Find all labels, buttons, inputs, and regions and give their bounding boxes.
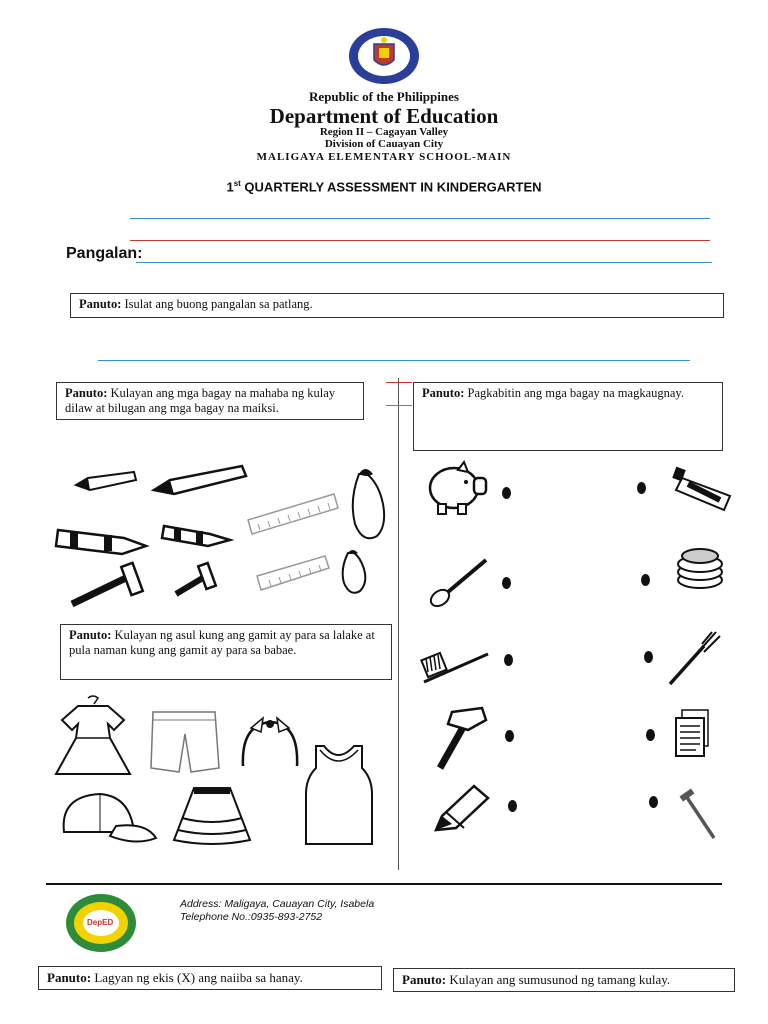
assessment-title-text: QUARTERLY ASSESSMENT IN KINDERGARTEN (240, 179, 542, 195)
name-label: Pangalan: (66, 245, 143, 262)
pencil-short-icon (74, 470, 138, 492)
school-name: MALIGAYA ELEMENTARY SCHOOL-MAIN (256, 151, 512, 163)
footer-address: Address: Maligaya, Cauayan City, Isabela (180, 898, 375, 910)
instruction-label: Panuto: (402, 972, 447, 987)
match-dot-right-5[interactable] (649, 796, 658, 808)
ruler-short-icon (255, 552, 331, 594)
match-dot-left-3[interactable] (504, 654, 513, 666)
match-dot-right-1[interactable] (637, 482, 646, 494)
instruction-label: Panuto: (69, 628, 112, 642)
instruction-pattern (393, 968, 735, 992)
department-title: Department of Education (269, 104, 499, 128)
instruction-odd-one (38, 966, 382, 990)
instruction-name (70, 293, 724, 318)
instruction-label: Panuto: (422, 386, 465, 400)
instruction-long-short (56, 382, 364, 420)
name-input-line[interactable] (136, 262, 712, 263)
pencil-icon (432, 780, 492, 834)
blue-connector (386, 405, 412, 406)
division-text: Division of Cauayan City (324, 138, 444, 150)
pencil-long-icon (152, 462, 248, 496)
full-name-line[interactable] (98, 360, 690, 361)
deped-seal-icon (346, 26, 422, 86)
headband-icon (235, 710, 305, 768)
instruction-label: Panuto: (65, 386, 108, 400)
ordinal-number: 1 (226, 179, 234, 195)
match-dot-left-4[interactable] (505, 730, 514, 742)
ordinal-suffix: st (233, 179, 241, 188)
match-dot-left-1[interactable] (502, 487, 511, 499)
instruction-name-text: Isulat ang buong pangalan sa patlang. (124, 297, 313, 311)
toothbrush-icon (420, 650, 490, 686)
shorts-icon (145, 708, 223, 776)
instruction-pattern-text: Kulayan ang sumusunod ng tamang kulay. (449, 972, 671, 987)
assessment-title (0, 179, 768, 194)
region-text: Region II – Cagayan Valley (319, 126, 449, 138)
spoon-icon (428, 556, 490, 608)
instruction-odd-one-text: Lagyan ng ekis (X) ang naiiba sa hanay. (94, 970, 303, 985)
red-connector (386, 382, 412, 383)
match-dot-left-2[interactable] (502, 577, 511, 589)
crayon-long-icon (54, 522, 148, 556)
cap-icon (56, 786, 160, 850)
school-logo-center: DepED (87, 918, 114, 927)
nail-short-icon (172, 562, 232, 598)
instruction-gender-text: Kulayan ng asul kung ang gamit ay para sa lalake at pula naman kung ang gamit ay para sa babae. (69, 628, 375, 657)
match-dot-right-3[interactable] (644, 651, 653, 663)
republic-text: Republic of the Philippines (309, 89, 459, 104)
nail-long-icon (66, 560, 158, 606)
papers-icon (672, 708, 712, 760)
instruction-long-short-text: Kulayan ang mga bagay na mahaba ng kulay dilaw at bilugan ang mga bagay na maiksi. (65, 386, 336, 415)
writing-line-top (130, 218, 710, 219)
instruction-match (413, 382, 723, 451)
sando-shirt-icon (300, 744, 378, 848)
match-dot-right-2[interactable] (641, 574, 650, 586)
writing-line-mid (130, 240, 710, 241)
footer-telephone: Telephone No.:0935-893-2752 (180, 911, 323, 923)
coins-icon (672, 546, 726, 590)
eggplant-long-icon (345, 460, 389, 544)
instruction-label: Panuto: (79, 297, 122, 311)
match-dot-right-4[interactable] (646, 729, 655, 741)
toothpaste-icon (672, 464, 736, 512)
dress-icon (50, 694, 136, 780)
piggy-bank-icon (426, 460, 488, 518)
hammer-icon (432, 704, 490, 772)
footer-rule (46, 883, 722, 885)
fork-icon (666, 630, 722, 688)
eggplant-short-icon (336, 545, 370, 597)
ruler-long-icon (246, 490, 340, 538)
instruction-match-text: Pagkabitin ang mga bagay na magkaugnay. (467, 386, 684, 400)
crayon-short-icon (160, 522, 232, 550)
match-dot-left-5[interactable] (508, 800, 517, 812)
nail-icon (680, 792, 720, 842)
instruction-gender (60, 624, 392, 680)
skirt-icon (170, 782, 254, 848)
column-divider (398, 378, 399, 870)
instruction-label: Panuto: (47, 970, 92, 985)
